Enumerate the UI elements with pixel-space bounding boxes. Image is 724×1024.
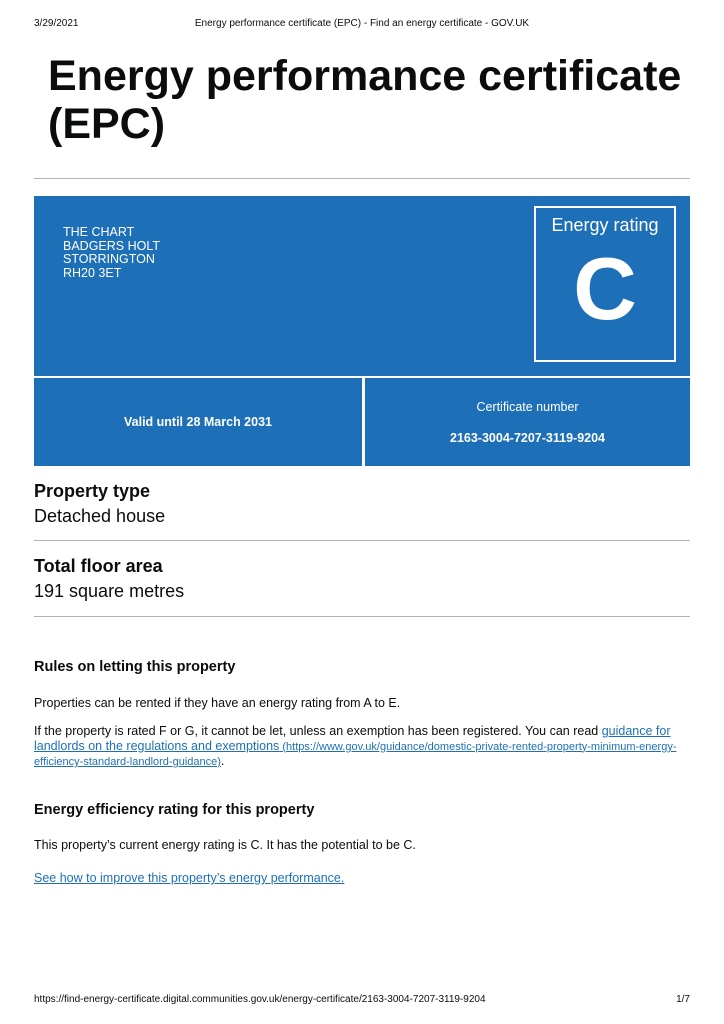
floor-area-key: Total floor area bbox=[34, 556, 163, 576]
energy-rating-label: Energy rating bbox=[551, 215, 659, 235]
energy-rating-box bbox=[534, 206, 676, 362]
landlord-guidance-link[interactable]: guidance for landlords on the regulations and exemptions bbox=[34, 724, 671, 753]
divider bbox=[34, 540, 690, 541]
energy-rating-letter: C bbox=[573, 239, 637, 338]
certificate-number-label: Certificate number bbox=[476, 400, 579, 414]
address-line-2: BADGERS HOLT bbox=[63, 238, 161, 253]
improve-performance-link[interactable]: See how to improve this property’s energy performance. bbox=[34, 871, 345, 885]
property-type-key: Property type bbox=[34, 481, 151, 501]
floor-area-value: 191 square metres bbox=[34, 581, 185, 601]
divider bbox=[34, 616, 690, 617]
print-footer-url: https://find-energy-certificate.digital.communities.gov.uk/energy-certificate/2163-3004-7207-3119-9204 bbox=[34, 994, 486, 1005]
letting-rules-heading: Rules on letting this property bbox=[34, 659, 236, 675]
efficiency-rating-heading: Energy efficiency rating for this property bbox=[34, 802, 315, 818]
address-line-1: THE CHART bbox=[63, 225, 135, 239]
print-document-title: Energy performance certificate (EPC) - Find an energy certificate - GOV.UK bbox=[194, 18, 530, 29]
letting-rules-para-2 bbox=[34, 724, 690, 770]
address-line-3: STORRINGTON bbox=[63, 252, 155, 266]
address-postcode: RH20 3ET bbox=[63, 265, 122, 280]
validity-panel bbox=[34, 378, 362, 466]
epc-summary-panel bbox=[34, 196, 690, 466]
certificate-number-value: 2163-3004-7207-3119-9204 bbox=[450, 431, 605, 445]
efficiency-rating-para: This property’s current energy rating is C. It has the potential to be C. bbox=[34, 838, 416, 852]
letting-rules-para-2-text: If the property is rated F or G, it cannot be let, unless an exemption has been registered. You can read bbox=[34, 724, 602, 738]
epc-address-panel bbox=[34, 196, 690, 376]
property-type-value: Detached house bbox=[34, 506, 166, 526]
print-page-number: 1/7 bbox=[676, 994, 690, 1005]
valid-until-text: Valid until 28 March 2031 bbox=[124, 415, 272, 429]
certificate-number-panel bbox=[365, 378, 690, 466]
property-address bbox=[63, 226, 160, 280]
page-title: Energy performance certificate (EPC) bbox=[48, 52, 682, 148]
landlord-guidance-url: (https://www.gov.uk/guidance/domestic-private-rented-property-minimum-energy-efficiency-standard-landlord-guidance) bbox=[34, 740, 677, 768]
print-date: 3/29/2021 bbox=[34, 18, 79, 29]
divider bbox=[34, 178, 690, 179]
improve-link-para bbox=[34, 871, 690, 886]
letting-rules-para-1: Properties can be rented if they have an energy rating from A to E. bbox=[34, 696, 401, 710]
letting-rules-para-2-end: . bbox=[220, 754, 225, 768]
